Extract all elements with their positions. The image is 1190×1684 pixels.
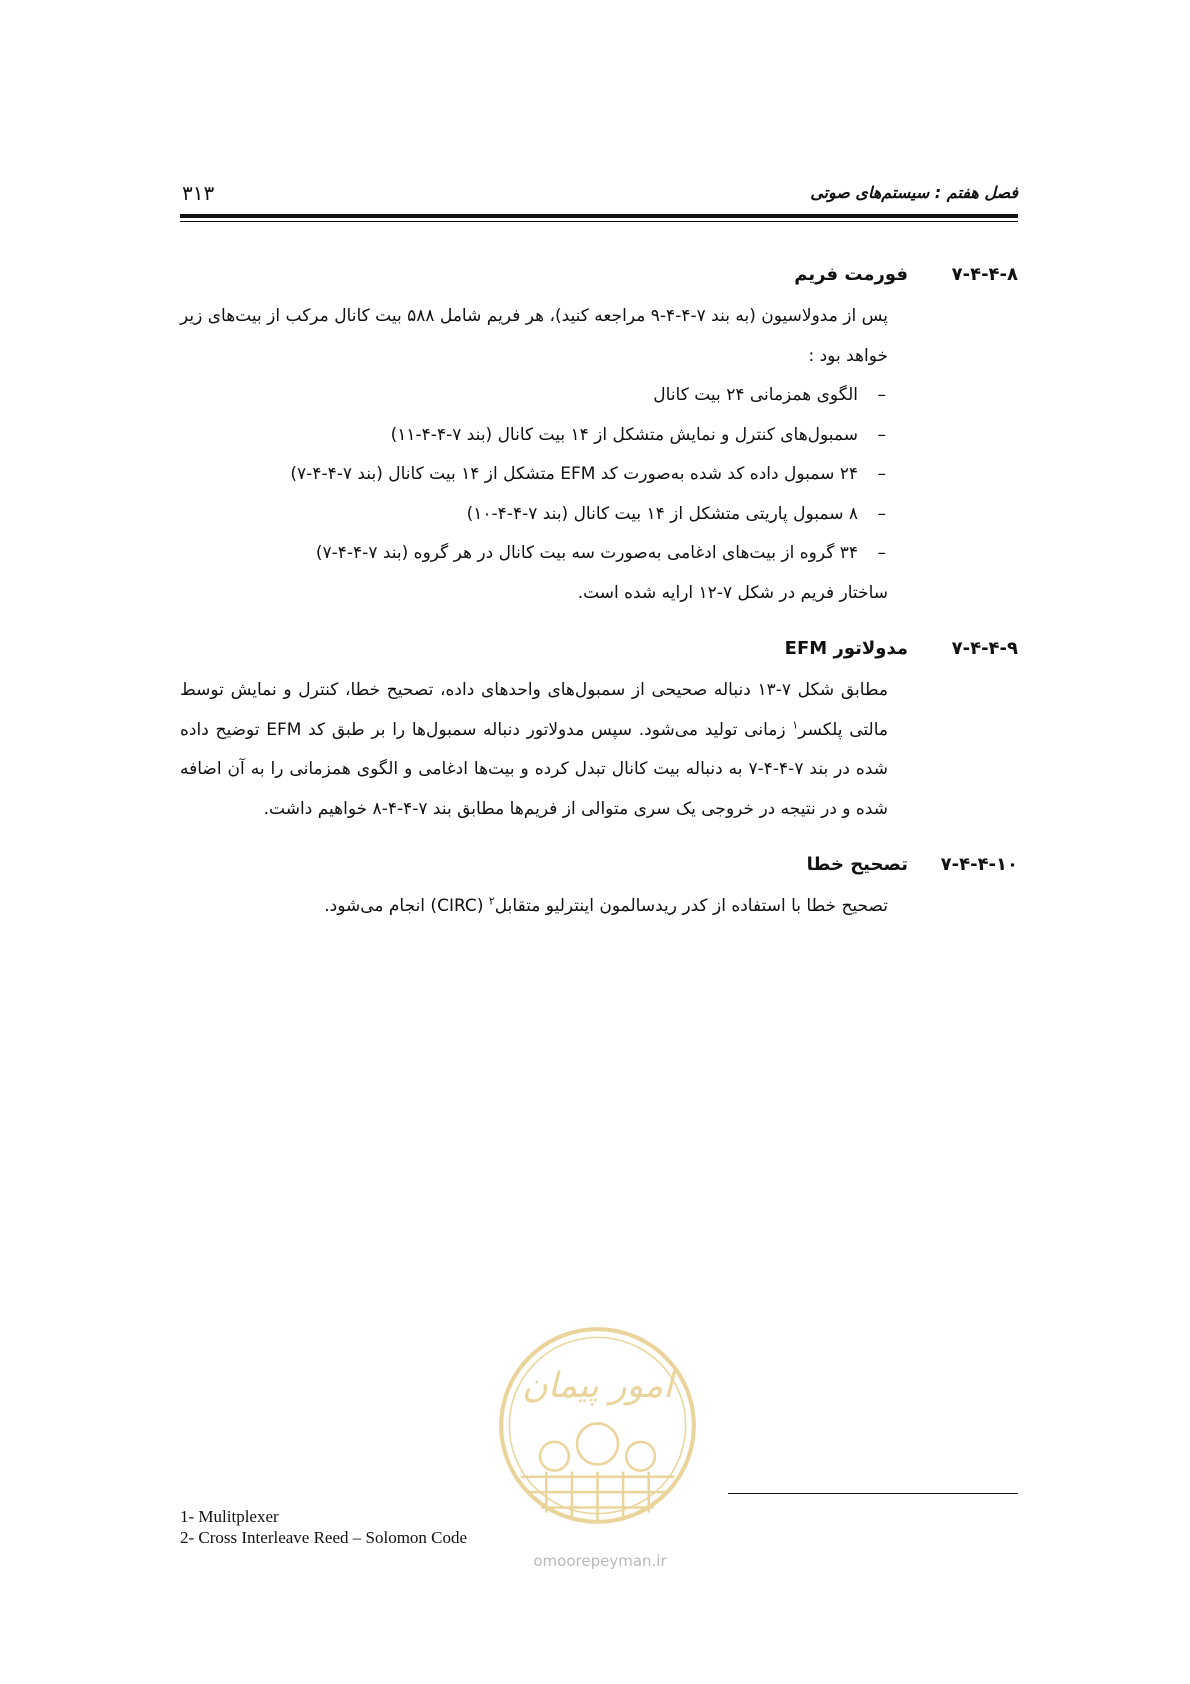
list-item: – ۲۴ سمبول داده کد شده به‌صورت کد EFM متشکل از ۱۴ بیت کانال (بند ۷-۴-۴-۷) [180, 455, 888, 495]
section-heading-frame-format [180, 255, 1018, 297]
section-title: تصحیح خطا [806, 854, 908, 875]
footnote-ref: ۱ [792, 717, 799, 731]
paragraph: مطابق شکل ۷-۱۳ دنباله صحیحی از سمبول‌های واحدهای داده، تصحیح خطا، کنترل و نمایش توسط مالتی پلکسر$^۱$ زمانی تولید می‌شود. سپس مدولاتور دنباله سمبول‌ها را بر طبق کد EFM توضیح داده شده در بند ۷-۴-۴-۷ به دنباله بیت کانال تبدل کرده و بیت‌ها ادغامی و الگوی همزمانی را به آن اضافه شده و در نتیجه در خروجی یک سری متوالی از فریم‌ها مطابق بند ۷-۴-۴-۸ خواهیم داشت. [180, 680, 888, 819]
header-rule-thin [180, 221, 1018, 222]
section-body-efm-modulator [180, 671, 888, 829]
main-content [180, 255, 1018, 927]
bullet-dash: – [877, 385, 886, 405]
section-number: ۷-۴-۴-۹ [951, 638, 1018, 659]
bullet-dash: – [877, 503, 886, 524]
watermark-logo [495, 1323, 700, 1528]
list-item: – سمبول‌های کنترل و نمایش متشکل از ۱۴ بیت کانال (بند ۷-۴-۴-۱۱) [180, 416, 888, 456]
bullet-dash: – [877, 424, 886, 445]
section-number: ۷-۴-۴-۱۰ [940, 854, 1018, 875]
list-item: – ۳۴ گروه از بیت‌های ادغامی به‌صورت سه بیت کانال در هر گروه (بند ۷-۴-۴-۷) [180, 534, 888, 574]
section-number: ۷-۴-۴-۸ [951, 264, 1018, 285]
section-heading-efm-modulator [180, 629, 1018, 671]
section-body-error-correction [180, 887, 888, 927]
chapter-title: فصل هفتم : سیستم‌های صوتی [810, 183, 1018, 202]
footnote-2: 2- Cross Interleave Reed – Solomon Code [180, 1528, 468, 1547]
footnote-1: 1- Mulitplexer [180, 1507, 279, 1526]
section-body-frame-format [180, 297, 888, 613]
section-title: مدولاتور EFM [784, 638, 908, 659]
list-item: – الگوی همزمانی ۲۴ بیت کانال [180, 376, 888, 416]
bullet-dash: – [877, 543, 886, 563]
section-title: فورمت فریم [794, 264, 908, 285]
page-number: ۳۱۳ [182, 181, 215, 205]
watermark-url: omoorepeyman.ir [533, 1552, 667, 1570]
footnote-ref: ۲ [488, 894, 495, 908]
watermark-logo-text: امور پیمان [522, 1365, 673, 1406]
page-header [180, 183, 1018, 213]
paragraph: ساختار فریم در شکل ۷-۱۲ ارایه شده است. [577, 582, 888, 603]
section-heading-error-correction [180, 845, 1018, 887]
footnotes [180, 1506, 467, 1548]
list-item: – ۸ سمبول پاریتی متشکل از ۱۴ بیت کانال (بند ۷-۴-۴-۱۰) [180, 495, 888, 535]
footnote-rule [728, 1493, 1018, 1494]
bullet-list [180, 376, 888, 574]
header-rule-thick [180, 214, 1018, 218]
paragraph: پس از مدولاسیون (به بند ۷-۴-۴-۹ مراجعه کنید)، هر فریم شامل ۵۸۸ بیت کانال مرکب از بیت‌های زیر خواهد بود : [180, 306, 889, 366]
paragraph: تصحیح خطا با استفاده از کدر ریدسالمون اینترلیو متقابل$^۲$ (CIRC) انجام می‌شود. [324, 894, 888, 916]
bullet-dash: – [877, 464, 886, 484]
